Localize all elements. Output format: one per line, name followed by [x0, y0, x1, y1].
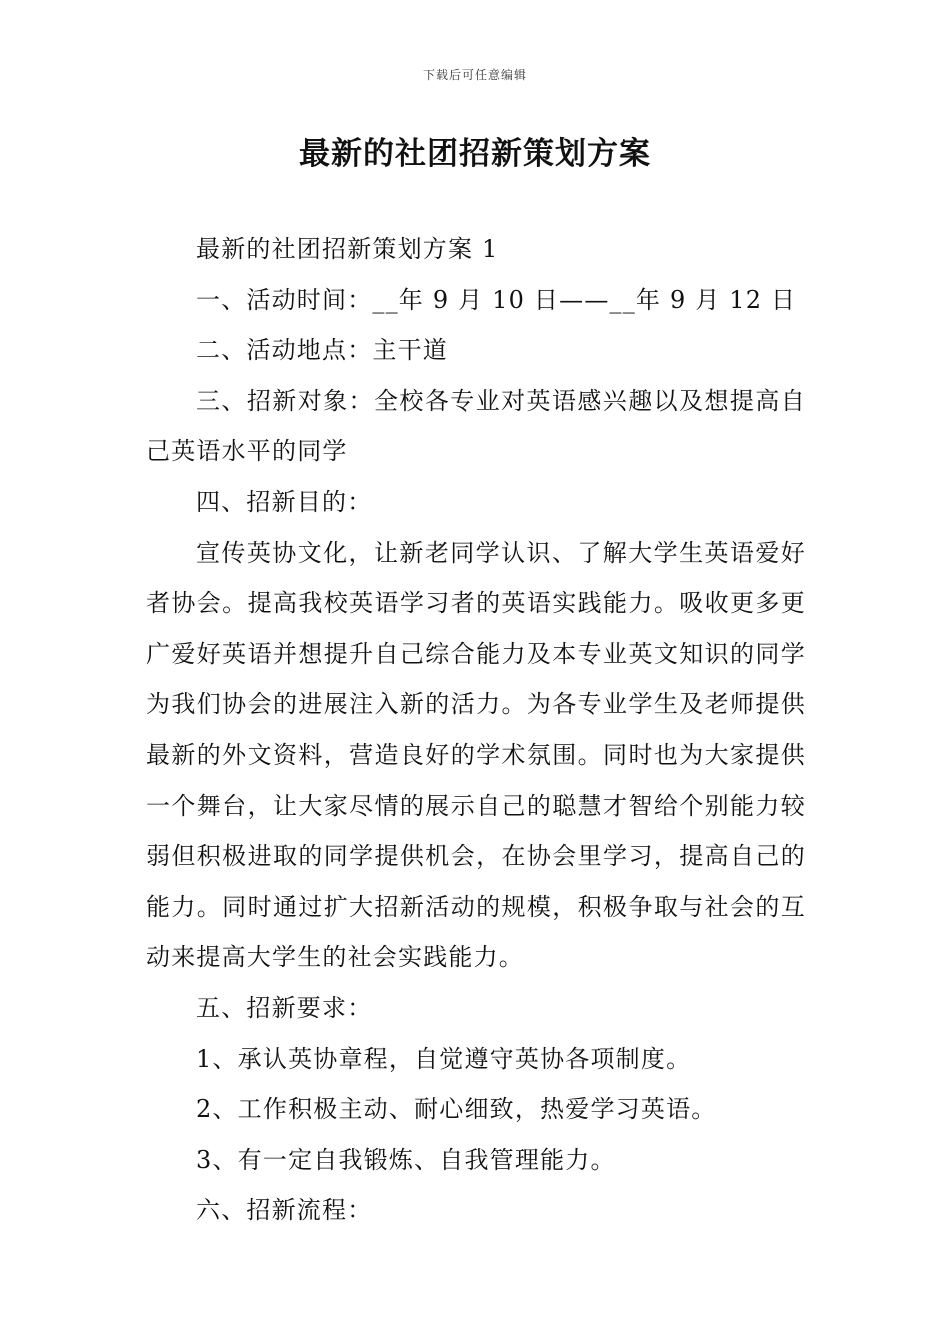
paragraph-process-heading: 六、招新流程： [196, 1196, 373, 1225]
document-title: 最新的社团招新策划方案 [299, 136, 651, 172]
paragraph-purpose-body: 宣传英协文化，让新老同学认识、了解大学生英语爱好者协会。提高我校英语学习者的英语实践能力。吸收更多更广爱好英语并想提升自己综合能力及本专业英文知识的同学为我们协会的进展注入新的活力。为各专业学生及老师提供最新的外文资料，营造良好的学术氛围。同时也为大家提供一个舞台，让大家尽情的展示自己的聪慧才智给个别能力较弱但积极进取的同学提供机会，在协会里学习，提高自己的能力。同时通过扩大招新活动的规模，积极争取与社会的互动来提高大学生的社会实践能力。 [146, 538, 806, 972]
document-body [146, 224, 806, 1236]
paragraph-purpose-heading: 四、招新目的： [196, 487, 373, 516]
header-note: 下载后可任意编辑 [422, 68, 527, 82]
paragraph-activity-time: 一、活动时间：__年 9 月 10 日——__年 9 月 12 日 [196, 285, 797, 314]
paragraph-requirement-2: 2、工作积极主动、耐心细致，热爱学习英语。 [196, 1095, 717, 1124]
paragraph-recruit-target: 三、招新对象：全校各专业对英语感兴趣以及想提高自己英语水平的同学 [146, 386, 806, 466]
paragraph-requirements-heading: 五、招新要求： [196, 993, 373, 1022]
paragraph-activity-location: 二、活动地点：主干道 [196, 336, 448, 365]
paragraph-heading: 最新的社团招新策划方案 1 [196, 235, 499, 263]
paragraph-requirement-3: 3、有一定自我锻炼、自我管理能力。 [196, 1145, 616, 1174]
paragraph-requirement-1: 1、承认英协章程，自觉遵守英协各项制度。 [196, 1044, 692, 1073]
